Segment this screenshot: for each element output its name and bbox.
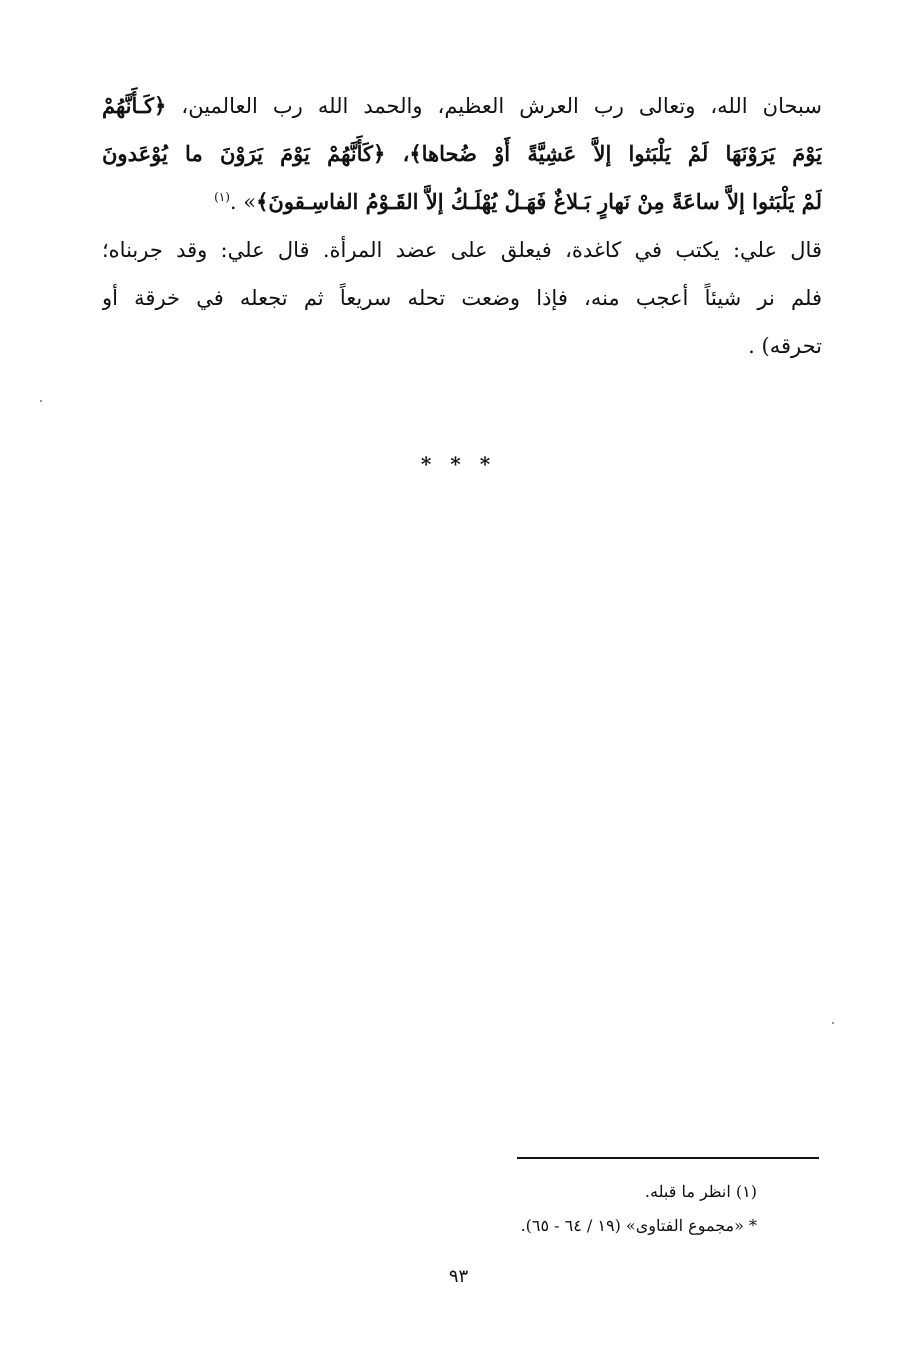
scan-speck	[832, 1022, 834, 1024]
footnote-2: * «مجموع الفتاوى» (١٩ / ٦٤ - ٦٥).	[520, 1216, 757, 1235]
text-line-4: قال علي: يكتب في كاغدة، فيعلق على عضد المرأة. قال علي: وقد جربناه؛	[102, 238, 822, 262]
scan-speck	[40, 400, 42, 402]
text-line-3	[102, 178, 822, 226]
text-line-2-quran: يَوْمَ يَرَوْنَهَا لَمْ يَلْبَثوا إلاَّ عَشِيَّةً أَوْ ضُحاها﴾، ﴿كَأَنَّهُمْ يَوْمَ يَرَوْنَ ما يُوْعَدونَ	[102, 141, 822, 166]
closing-quote-mark: » .	[229, 190, 257, 214]
quran-quote-start: ﴿كَـأَنَّهُمْ	[102, 93, 167, 118]
footnote-ref-1: (١)	[214, 190, 230, 204]
section-separator: * * *	[420, 452, 497, 476]
text-line-1-plain: سبحان الله، وتعالى رب العرش العظيم، والحمد الله رب العالمين،	[166, 94, 822, 118]
text-line-6: تحرقه) .	[748, 334, 822, 358]
page-number: ٩٣	[448, 1266, 469, 1287]
footnote-1: (١) انظر ما قبله.	[644, 1182, 757, 1201]
footnotes-block	[257, 1175, 757, 1243]
footnote-divider	[517, 1157, 819, 1159]
quran-quote-end: لَمْ يَلْبَثوا إلاَّ ساعَةً مِنْ نَهارٍ بَـلاغٌ فَهَـلْ يُهْلَـكُ إلاَّ القَـوْمُ الفاسِـقونَ﴾	[256, 189, 822, 214]
main-text-block	[102, 82, 822, 370]
text-line-1	[102, 82, 822, 130]
text-line-5: فلم نر شيئاً أعجب منه، فإذا وضعت تحله سريعاً ثم تجعله في خرقة أو	[102, 286, 822, 310]
